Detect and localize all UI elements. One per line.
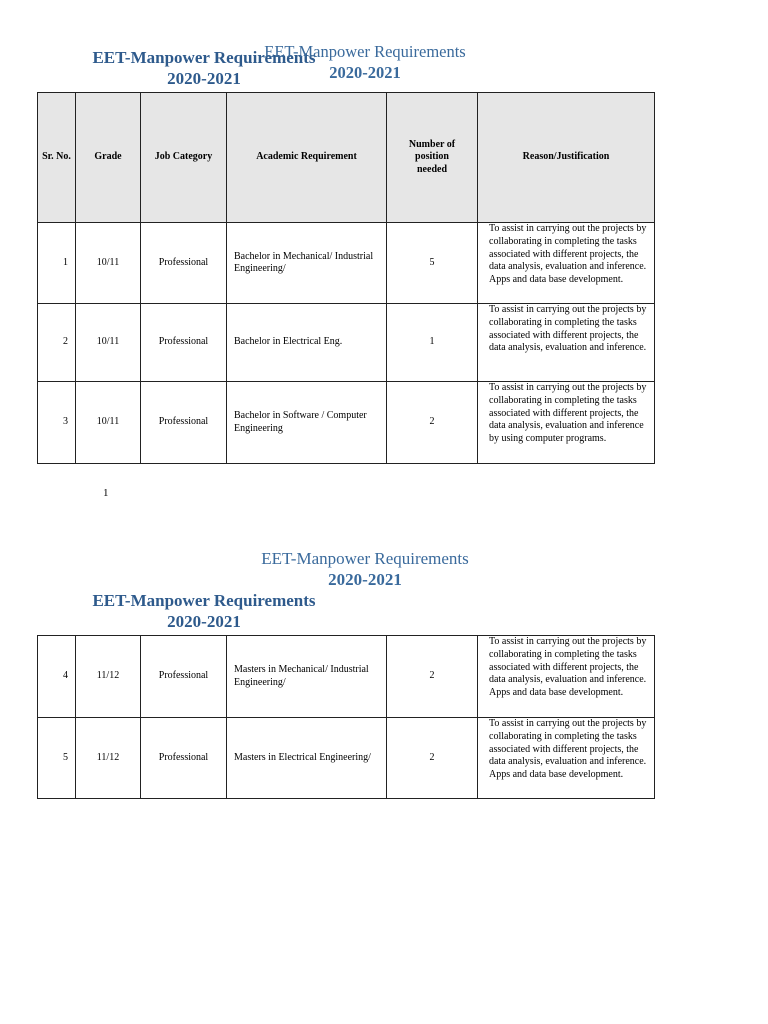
academic-requirement-cell: Bachelor in Electrical Eng. [227, 304, 387, 382]
grade-cell: 10/11 [76, 223, 141, 304]
sr-no-cell: 1 [38, 223, 76, 304]
page-title-year: 2020-2021 [328, 570, 402, 589]
page-title-year: 2020-2021 [167, 69, 241, 88]
page-title-line1: EET-Manpower Requirements [261, 549, 469, 568]
column-header: Sr. No. [38, 93, 76, 223]
positions-cell: 2 [387, 636, 478, 718]
reason-cell: To assist in carrying out the projects by collaborating in completing the tasks associated with different projects, the data analysis, evaluation and inference. [478, 304, 655, 382]
positions-cell: 2 [387, 718, 478, 799]
page-title-overlay [244, 548, 486, 590]
column-header: Academic Requirement [227, 93, 387, 223]
positions-cell: 5 [387, 223, 478, 304]
grade-cell: 11/12 [76, 718, 141, 799]
academic-requirement-cell: Masters in Mechanical/ Industrial Engineering/ [227, 636, 387, 718]
grade-cell: 11/12 [76, 636, 141, 718]
job-category-cell: Professional [141, 636, 227, 718]
academic-requirement-cell: Bachelor in Mechanical/ Industrial Engineering/ [227, 223, 387, 304]
reason-cell: To assist in carrying out the projects by collaborating in completing the tasks associated with different projects, the data analysis, evaluation and inference. Apps and data base development. [478, 223, 655, 304]
page-title-year: 2020-2021 [167, 612, 241, 631]
grade-cell: 10/11 [76, 382, 141, 464]
job-category-cell: Professional [141, 304, 227, 382]
job-category-cell: Professional [141, 223, 227, 304]
academic-requirement-cell: Masters in Electrical Engineering/ [227, 718, 387, 799]
column-header: Job Category [141, 93, 227, 223]
column-header: Number of position needed [387, 93, 478, 223]
page-title-line1: EET-Manpower Requirements [92, 48, 316, 67]
sr-no-cell: 3 [38, 382, 76, 464]
table-row [38, 304, 655, 382]
reason-cell: To assist in carrying out the projects by collaborating in completing the tasks associated with different projects, the data analysis, evaluation and inference by using computer programs. [478, 382, 655, 464]
job-category-cell: Professional [141, 718, 227, 799]
grade-cell: 10/11 [76, 304, 141, 382]
page-number: 1 [103, 487, 109, 499]
table-row [38, 382, 655, 464]
sr-no-cell: 4 [38, 636, 76, 718]
academic-requirement-cell: Bachelor in Software / Computer Engineering [227, 382, 387, 464]
table-row [38, 718, 655, 799]
page-title-year: 2020-2021 [329, 63, 401, 82]
column-header: Grade [76, 93, 141, 223]
sr-no-cell: 2 [38, 304, 76, 382]
sr-no-cell: 5 [38, 718, 76, 799]
manpower-table-continued [37, 635, 655, 799]
page-title-overlay [244, 41, 486, 83]
manpower-table [37, 92, 655, 464]
positions-cell: 2 [387, 382, 478, 464]
page-title-line1: EET-Manpower Requirements [264, 42, 466, 61]
table-row [38, 636, 655, 718]
page-title [82, 590, 326, 632]
reason-cell: To assist in carrying out the projects by collaborating in completing the tasks associated with different projects, the data analysis, evaluation and inference. Apps and data base development. [478, 636, 655, 718]
column-header: Reason/Justification [478, 93, 655, 223]
positions-cell: 1 [387, 304, 478, 382]
page-title-line1: EET-Manpower Requirements [92, 591, 316, 610]
table-header-row [38, 93, 655, 223]
job-category-cell: Professional [141, 382, 227, 464]
reason-cell: To assist in carrying out the projects by collaborating in completing the tasks associated with different projects, the data analysis, evaluation and inference. Apps and data base development. [478, 718, 655, 799]
table-row [38, 223, 655, 304]
